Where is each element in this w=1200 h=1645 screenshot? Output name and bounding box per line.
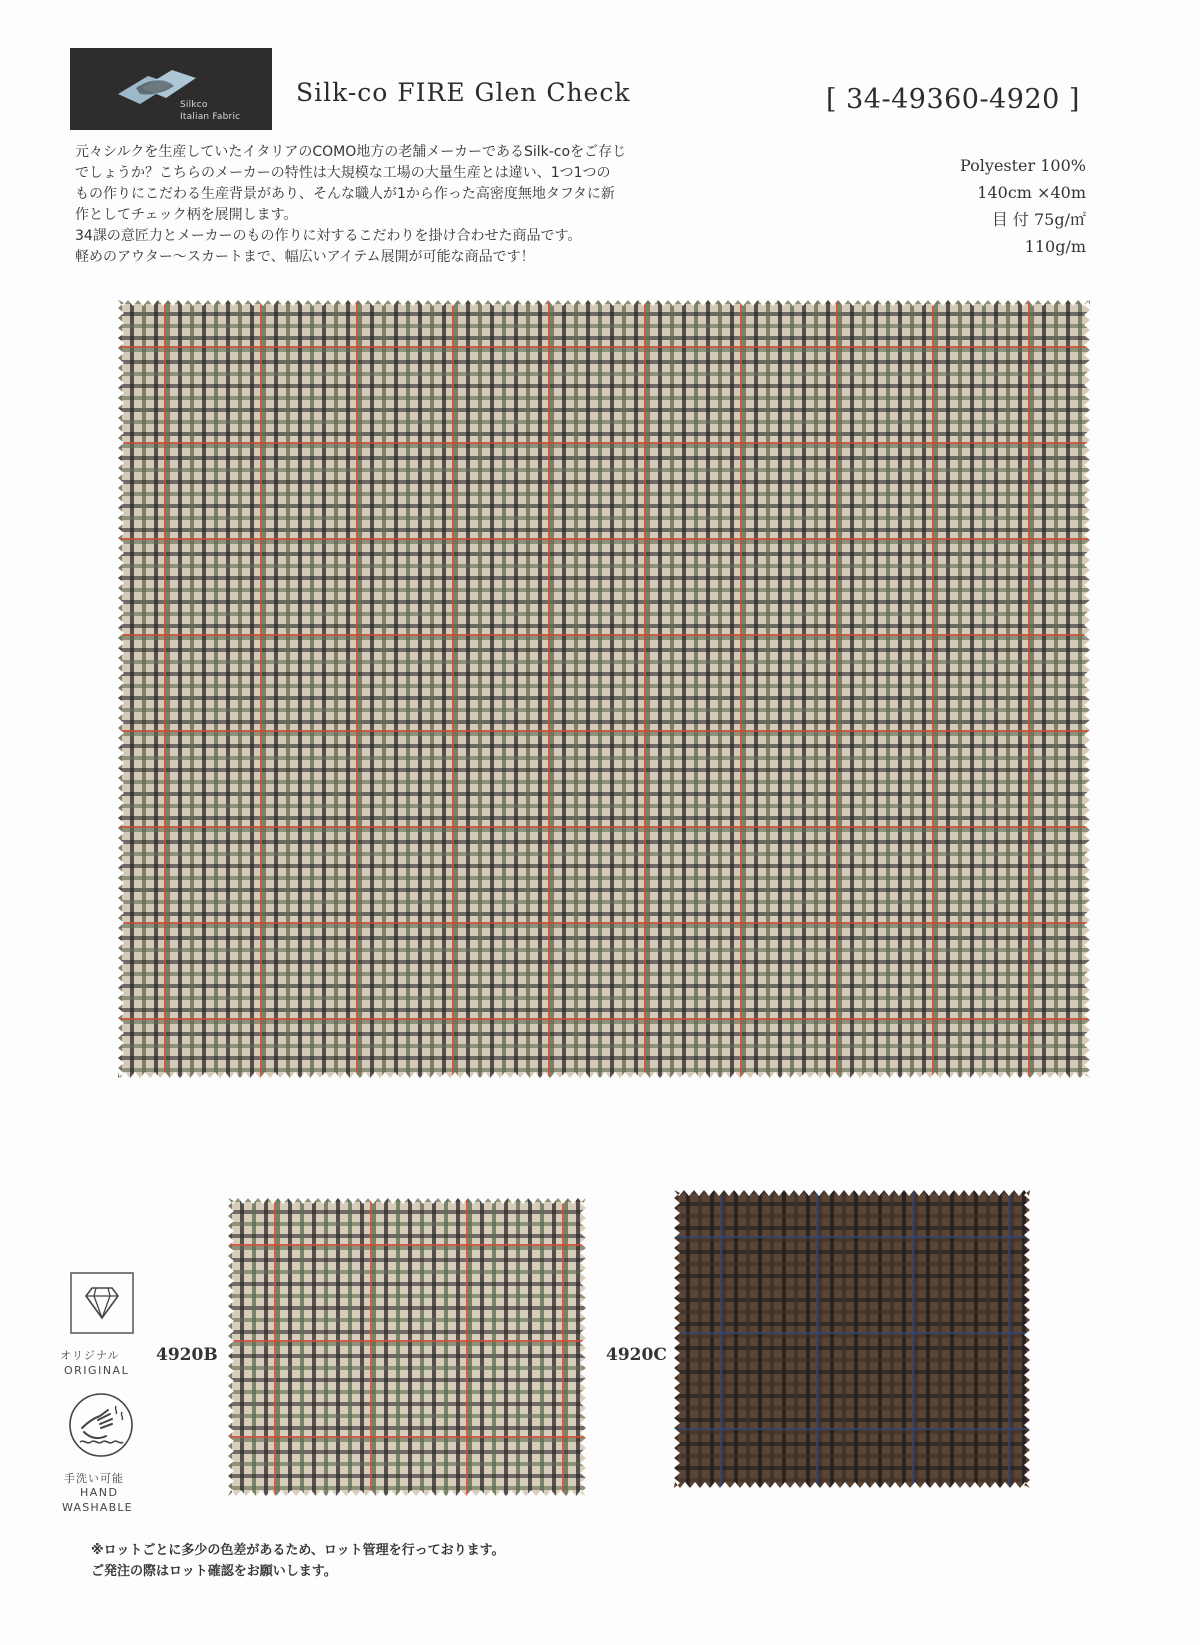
swatch-label-4920b: 4920B — [156, 1345, 218, 1365]
hand-wash-label-jp: 手洗い可能 — [64, 1472, 124, 1485]
hand-wash-label-en-1: HAND — [80, 1486, 119, 1499]
note-line: ご発注の際はロット確認をお願いします。 — [91, 1564, 337, 1579]
fabric-specs — [960, 152, 1086, 260]
spec-weight-gsm: 目 付 75g/㎡ — [991, 210, 1086, 229]
logo-brand-name: Silkco — [180, 100, 208, 110]
spec-size: 140cm ×40m — [977, 183, 1086, 202]
spec-composition: Polyester 100% — [960, 156, 1086, 175]
spec-weight-per-meter: 110g/m — [1024, 237, 1086, 256]
original-label-en: ORIGINAL — [64, 1364, 130, 1377]
logo-mark-icon — [70, 48, 272, 130]
original-label-jp: オリジナル — [60, 1349, 120, 1362]
description-line: でしょうか？こちらのメーカーの特性は大規模な工場の大量生産とは違い、1つ1つの — [75, 165, 611, 181]
swatch-4920b — [228, 1198, 586, 1496]
hand-wash-label-en-2: WASHABLE — [62, 1501, 133, 1514]
description-line: 34課の意匠力とメーカーのもの作りに対するこだわりを掛け合わせた商品です。 — [75, 228, 582, 244]
lot-notes — [91, 1540, 505, 1582]
fabric-texture — [118, 300, 1090, 1078]
swatch-4920c — [674, 1190, 1030, 1488]
description-line: もの作りにこだわる生産背景があり、そんな職人が1から作った高密度無地タフタに新 — [75, 186, 615, 202]
product-title: Silk-co FIRE Glen Check — [296, 78, 631, 107]
hand-wash-icon — [68, 1392, 134, 1458]
brand-logo — [70, 48, 272, 130]
note-line: ※ロットごとに多少の色差があるため、ロット管理を行っております。 — [91, 1543, 505, 1558]
description-line: 軽めのアウター～スカートまで、幅広いアイテム展開が可能な商品です！ — [75, 249, 535, 265]
main-fabric-swatch — [118, 300, 1090, 1078]
logo-tagline: Italian Fabric — [180, 112, 241, 122]
description-line: 元々シルクを生産していたイタリアのCOMO地方の老舗メーカーであるSilk-coをご存じ — [75, 144, 627, 160]
fabric-texture — [674, 1190, 1030, 1488]
swatch-label-4920c: 4920C — [606, 1345, 667, 1365]
description-line: 作としてチェック柄を展開します。 — [75, 207, 298, 223]
product-code: [ 34-49360-4920 ] — [826, 84, 1080, 115]
product-description — [75, 142, 775, 268]
fabric-texture — [228, 1198, 586, 1496]
diamond-icon — [70, 1272, 134, 1334]
